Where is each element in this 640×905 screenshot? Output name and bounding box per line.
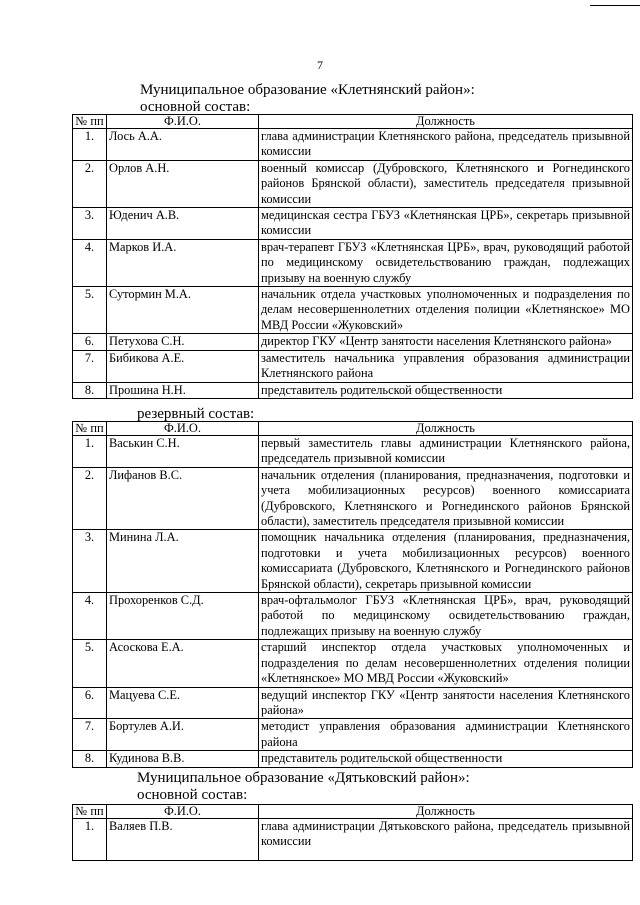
- table-header-row: [73, 805, 633, 819]
- header-position: Должность: [259, 805, 633, 819]
- header-position: Должность: [259, 422, 633, 436]
- header-name: Ф.И.О.: [107, 115, 259, 129]
- row-position: заместитель начальника управления образования администрации Клетнянского района: [259, 350, 633, 382]
- row-number: 5.: [73, 287, 107, 334]
- table-row: [73, 334, 633, 350]
- row-number: 7.: [73, 350, 107, 382]
- reserve-composition-label: резервный состав:: [137, 406, 255, 422]
- row-name: Бибикова А.Е.: [107, 350, 259, 382]
- row-position: врач-офтальмолог ГБУЗ «Клетнянская ЦРБ», врач, руководящий работой по медицинскому освидетельствованию граждан, подлежащих призыву на военную службу: [259, 593, 633, 640]
- row-position: директор ГКУ «Центр занятости населения Клетнянского района»: [259, 334, 633, 350]
- row-name: Юденич А.В.: [107, 208, 259, 240]
- row-position: начальник отделения (планирования, предназначения, подготовки и учета мобилизационных ресурсов) военного комиссариата (Дубровского, Клетнянского и Рогнединского районов Брянской области), заместитель председателя призывной комиссии: [259, 467, 633, 530]
- row-name: Валяев П.В.: [107, 819, 259, 861]
- table-row: [73, 160, 633, 207]
- row-name: Асоскова Е.А.: [107, 640, 259, 687]
- row-name: Прохоренков С.Д.: [107, 593, 259, 640]
- row-number: 4.: [73, 239, 107, 286]
- page-number: 7: [317, 58, 323, 72]
- row-name: Сутормин М.А.: [107, 287, 259, 334]
- row-number: 3.: [73, 530, 107, 593]
- row-number: 6.: [73, 334, 107, 350]
- row-number: 1.: [73, 129, 107, 161]
- header-name: Ф.И.О.: [107, 422, 259, 436]
- commission-table-kletnya-main: [72, 114, 633, 399]
- header-name: Ф.И.О.: [107, 805, 259, 819]
- row-number: 1.: [73, 819, 107, 861]
- row-number: 2.: [73, 467, 107, 530]
- row-name: Бортулев А.И.: [107, 719, 259, 751]
- row-position: медицинская сестра ГБУЗ «Клетнянская ЦРБ», секретарь призывной комиссии: [259, 208, 633, 240]
- row-name: Петухова С.Н.: [107, 334, 259, 350]
- row-position: первый заместитель главы администрации Клетнянского района, председатель призывной комиссии: [259, 436, 633, 468]
- main-composition-label-dyatkovo: основной состав:: [137, 787, 248, 803]
- row-name: Васькин С.Н.: [107, 436, 259, 468]
- commission-table-kletnya-reserve: [72, 421, 633, 768]
- row-name: Мацуева С.Е.: [107, 687, 259, 719]
- table-row: [73, 530, 633, 593]
- corner-rule: [590, 5, 640, 6]
- row-position: начальник отдела участковых уполномоченных и подразделения по делам несовершеннолетних отделения полиции «Клетнянское» МО МВД России «Жуковский»: [259, 287, 633, 334]
- row-name: Кудинова В.В.: [107, 751, 259, 767]
- row-position: помощник начальника отделения (планирования, предназначения, подготовки и учета мобилизационных ресурсов) военного комиссариата (Дубровского, Клетнянского и Рогнединского районов Брянской области), секретарь призывной комиссии: [259, 530, 633, 593]
- table-row: [73, 819, 633, 861]
- table-row: [73, 719, 633, 751]
- municipality-heading-kletnya: Муниципальное образование «Клетнянский район»:: [140, 82, 475, 98]
- row-name: Прошина Н.Н.: [107, 382, 259, 398]
- table-row: [73, 687, 633, 719]
- main-composition-label: основной состав:: [140, 99, 251, 115]
- table-row: [73, 239, 633, 286]
- header-number: № пп: [73, 115, 107, 129]
- table-row: [73, 208, 633, 240]
- row-number: 8.: [73, 751, 107, 767]
- row-number: 6.: [73, 687, 107, 719]
- row-number: 2.: [73, 160, 107, 207]
- row-position: представитель родительской общественности: [259, 751, 633, 767]
- header-number: № пп: [73, 805, 107, 819]
- table-row: [73, 751, 633, 767]
- header-number: № пп: [73, 422, 107, 436]
- table-header-row: [73, 422, 633, 436]
- table-row: [73, 436, 633, 468]
- table-row: [73, 467, 633, 530]
- row-number: 3.: [73, 208, 107, 240]
- municipality-heading-dyatkovo: Муниципальное образование «Дятьковский район»:: [137, 770, 470, 786]
- table-row: [73, 129, 633, 161]
- row-position: врач-терапевт ГБУЗ «Клетнянская ЦРБ», врач, руководящий работой по медицинскому освидетельствованию граждан, подлежащих призыву на военную службу: [259, 239, 633, 286]
- table-row: [73, 640, 633, 687]
- row-position: представитель родительской общественности: [259, 382, 633, 398]
- row-number: 5.: [73, 640, 107, 687]
- row-number: 4.: [73, 593, 107, 640]
- row-number: 7.: [73, 719, 107, 751]
- row-position: военный комиссар (Дубровского, Клетнянского и Рогнединского районов Брянской области), заместитель председателя призывной комиссии: [259, 160, 633, 207]
- row-name: Лифанов В.С.: [107, 467, 259, 530]
- table-row: [73, 287, 633, 334]
- row-number: 1.: [73, 436, 107, 468]
- row-name: Лось А.А.: [107, 129, 259, 161]
- table-header-row: [73, 115, 633, 129]
- row-name: Минина Л.А.: [107, 530, 259, 593]
- commission-table-dyatkovo-main: [72, 804, 633, 861]
- row-position: методист управления образования администрации Клетнянского района: [259, 719, 633, 751]
- header-position: Должность: [259, 115, 633, 129]
- table-row: [73, 382, 633, 398]
- row-position: глава администрации Дятьковского района, председатель призывной комиссии: [259, 819, 633, 861]
- row-name: Марков И.А.: [107, 239, 259, 286]
- table-row: [73, 593, 633, 640]
- row-position: глава администрации Клетнянского района, председатель призывной комиссии: [259, 129, 633, 161]
- row-name: Орлов А.Н.: [107, 160, 259, 207]
- row-number: 8.: [73, 382, 107, 398]
- row-position: старший инспектор отдела участковых уполномоченных и подразделения по делам несовершеннолетних отделения полиции «Клетнянское» МО МВД России «Жуковский»: [259, 640, 633, 687]
- table-row: [73, 350, 633, 382]
- row-position: ведущий инспектор ГКУ «Центр занятости населения Клетнянского района»: [259, 687, 633, 719]
